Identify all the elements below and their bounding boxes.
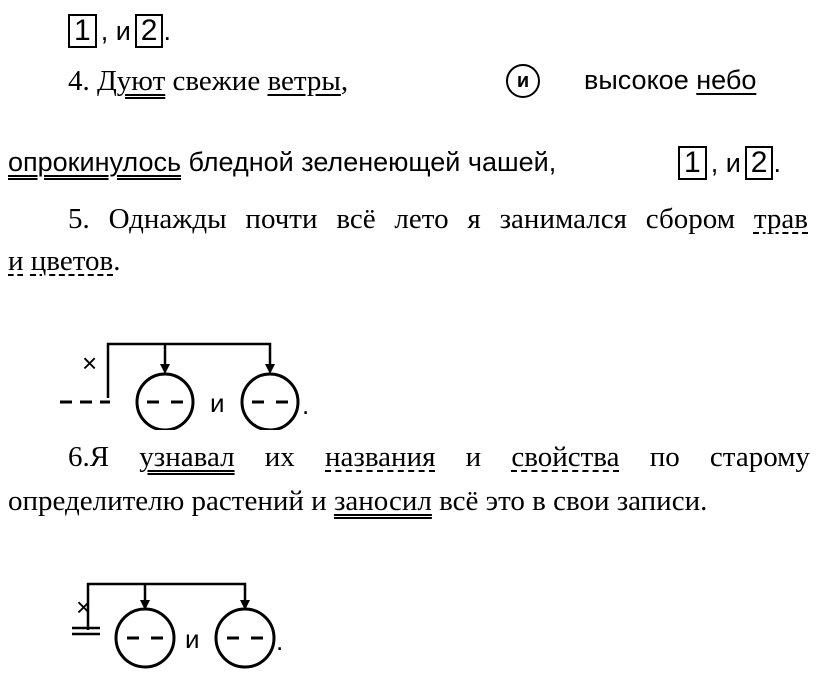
words: 5. Однажды почти всё лето я занимался сбором [68, 203, 754, 235]
sentence-5-line-1 [8, 202, 808, 236]
sentence-4-line-1 [68, 64, 348, 98]
period: . [113, 245, 121, 277]
predicate-word: Дуют [97, 65, 166, 97]
sentence-4-scheme [678, 146, 781, 180]
top-scheme [68, 14, 171, 48]
word: и [465, 441, 482, 473]
sentence-6-line-1 [68, 440, 810, 474]
homogeneous-member-circle [216, 609, 274, 667]
object-word: цветов [30, 245, 114, 277]
clause-box-1: 1 [68, 14, 97, 48]
conjunction: , и [710, 148, 741, 178]
conjunction: , и [100, 16, 131, 46]
period: . [302, 390, 310, 420]
cross-mark: × [76, 592, 92, 622]
circled-conjunction: и [506, 64, 540, 98]
homogeneous-member-circle [242, 374, 298, 430]
object-word: названия [325, 441, 436, 473]
conjunction: и [210, 388, 225, 418]
object-word: свойства [511, 441, 620, 473]
predicate-word: заносил [333, 485, 432, 517]
period: . [163, 16, 171, 46]
period: . [773, 148, 781, 178]
conjunction-circle [506, 64, 540, 98]
clause-box-2: 2 [745, 146, 774, 180]
predicate-word: узнавал [139, 441, 235, 473]
period: . [276, 626, 284, 656]
sentence-5-diagram [0, 330, 330, 430]
predicate-word: опрокинулось [8, 147, 182, 177]
homogeneous-member-circle [116, 609, 174, 667]
words: бледной зеленеющей чашей, [188, 147, 557, 177]
words: определителю растений и [8, 485, 334, 517]
object-word: трав [753, 203, 808, 235]
subject-word: ветры [267, 65, 341, 97]
cross-mark: × [82, 348, 98, 378]
word: старому [709, 441, 810, 473]
object-word: и [8, 245, 24, 277]
word: свежие [172, 65, 261, 97]
sentence-number: 6.Я [68, 441, 110, 473]
word: их [264, 441, 295, 473]
sentence-5-line-2 [8, 244, 120, 278]
homogeneous-member-circle [137, 374, 193, 430]
clause-box-2: 2 [135, 14, 164, 48]
word: высокое [584, 65, 689, 95]
sentence-number: 4. [68, 65, 90, 97]
words: всё это в свои записи. [431, 485, 708, 517]
sentence-6-line-2 [8, 484, 707, 518]
conjunction: и [185, 624, 200, 654]
sentence-4-line-1-end [584, 64, 756, 96]
sentence-6-diagram [0, 570, 330, 678]
comma: , [340, 65, 349, 97]
clause-box-1: 1 [678, 146, 707, 180]
word: по [649, 441, 680, 473]
sentence-4-line-2 [8, 146, 556, 178]
subject-word: небо [696, 65, 757, 95]
